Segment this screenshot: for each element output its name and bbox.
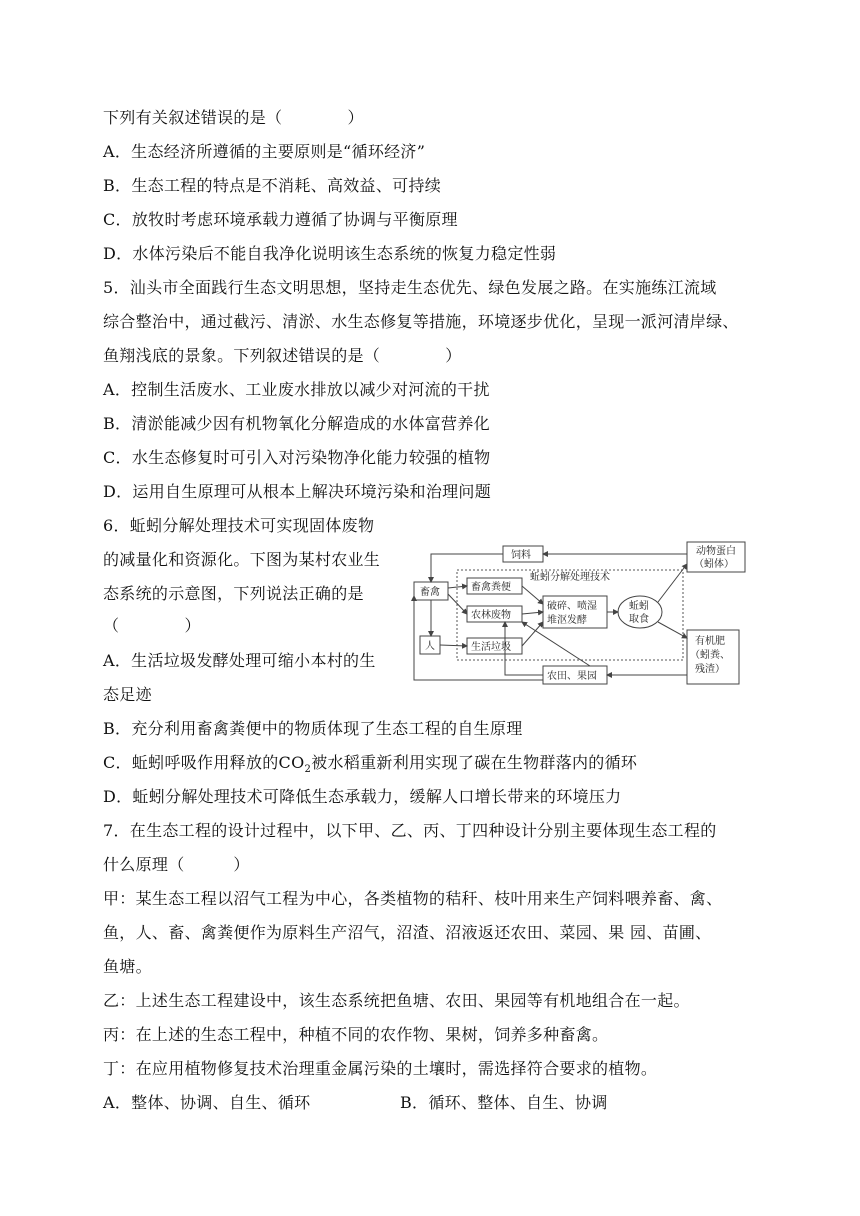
arrow-farmland-to-process [522,622,590,666]
process-label-1: 破碎、喷湿 [547,601,597,612]
q7-jia-line-3: 鱼塘。 [103,957,152,976]
process-label-2: 堆沤发酵 [547,615,587,626]
q7-bing: 丙：在上述的生态工程中，种植不同的农作物、果树，饲养多种畜禽。 [103,1025,609,1044]
q6-option-c-pre: C．蚯蚓呼吸作用释放的CO [103,753,305,772]
q7-ding: 丁：在应用植物修复技术治理重金属污染的土壤时，需选择符合要求的植物。 [103,1059,658,1078]
q4-option-b: B．生态工程的特点是不消耗、高效益、可持续 [103,176,442,195]
q6-stem-line-2: 的减量化和资源化。下图为某村农业生 [103,550,381,569]
q5-stem-line-3: 鱼翔浅底的景象。下列叙述错误的是（ ） [103,346,462,365]
q6-option-a-cont: 态足迹 [103,685,152,704]
manure-label: 畜禽粪便 [471,582,511,593]
worm-label-1: 蚯蚓 [629,601,649,612]
livestock-label: 畜禽 [420,587,440,598]
feed-label: 饲料 [511,550,531,561]
q5-option-b: B．清淤能减少因有机物氧化分解造成的水体富营养化 [103,414,490,433]
q4-stem: 下列有关叙述错误的是（ ） [103,108,364,127]
q4-option-a: A．生态经济所遵循的主要原则是“循环经济” [103,142,426,161]
q7-stem-line-2: 什么原理（ ） [103,855,250,874]
q6-option-a: A．生活垃圾发酵处理可缩小本村的生 [103,651,376,670]
animal-protein-sub: （蚓体） [694,559,734,570]
worm-label-2: 取食 [629,614,649,625]
q6-option-c [103,752,637,781]
tech-title: 蚯蚓分解处理技术 [530,572,610,583]
q6-stem-line-1: 6．蚯蚓分解处理技术可实现固体废物 [103,516,375,535]
q6-option-d: D．蚯蚓分解处理技术可降低生态承载力，缓解人口增长带来的环境压力 [103,787,622,806]
q7-jia-line-1: 甲：某生态工程以沼气工程为中心，各类植物的秸秆、枝叶用来生产饲料喂养畜、禽、 [103,889,723,908]
q4-option-c: C．放牧时考虑环境承载力遵循了协调与平衡原理 [103,210,458,229]
q4-option-d: D．水体污染后不能自我净化说明该生态系统的恢复力稳定性弱 [103,244,557,263]
q5-option-d: D．运用自生原理可从根本上解决环境污染和治理问题 [103,482,492,501]
q6-stem-line-3: 态系统的示意图，下列说法正确的是 [103,584,364,603]
forest-waste-label: 农林废物 [471,610,511,621]
arrow-waste-to-process [522,612,543,614]
q6-option-c-post: 被水稻重新利用实现了碳在生物群落内的循环 [311,753,638,772]
q5-stem-line-1: 5．汕头市全面践行生态文明思想，坚持走生态优先、绿色发展之路。在实施练江流域 [103,278,717,297]
arrow-person-to-garbage [440,645,467,646]
q7-yi: 乙：上述生态工程建设中，该生态系统把鱼塘、农田、果园等有机地组合在一起。 [103,991,690,1010]
fertilizer-label-2: （蚓粪、 [690,650,730,661]
person-label: 人 [425,641,435,652]
q6-option-c-sub: 2 [304,764,312,776]
q6-option-b: B．充分利用畜禽粪便中的物质体现了生态工程的自生原理 [103,719,523,738]
q7-option-a: A．整体、协调、自生、循环 [103,1093,311,1112]
farmland-label: 农田、果园 [547,671,597,682]
q7-jia-line-2: 鱼，人、畜、禽粪便作为原料生产沼气，沼渣、沼液返还农田、菜园、果 园、苗圃、 [103,923,712,942]
fertilizer-label-1: 有机肥 [695,636,725,647]
animal-protein-label: 动物蛋白 [696,546,736,557]
q6-stem-line-4: （ ） [103,616,201,635]
q5-stem-line-2: 综合整治中，通过截污、清淤、水生态修复等措施，环境逐步优化，呈现一派河清岸绿、 [103,312,739,331]
agro-ecosystem-diagram [410,538,750,690]
q7-option-b: B．循环、整体、自生、协调 [400,1093,608,1112]
q7-stem-line-1: 7．在生态工程的设计过程中，以下甲、乙、丙、丁四种设计分别主要体现生态工程的 [103,821,717,840]
arrow-livestock-to-manure [448,586,467,588]
q5-option-c: C．水生态修复时可引入对污染物净化能力较强的植物 [103,448,491,467]
fertilizer-label-3: 残渣） [695,664,725,675]
q5-option-a: A．控制生活废水、工业废水排放以减少对河流的干扰 [103,380,490,399]
garbage-label: 生活垃圾 [471,642,511,653]
arrow-manure-to-process [522,586,543,604]
